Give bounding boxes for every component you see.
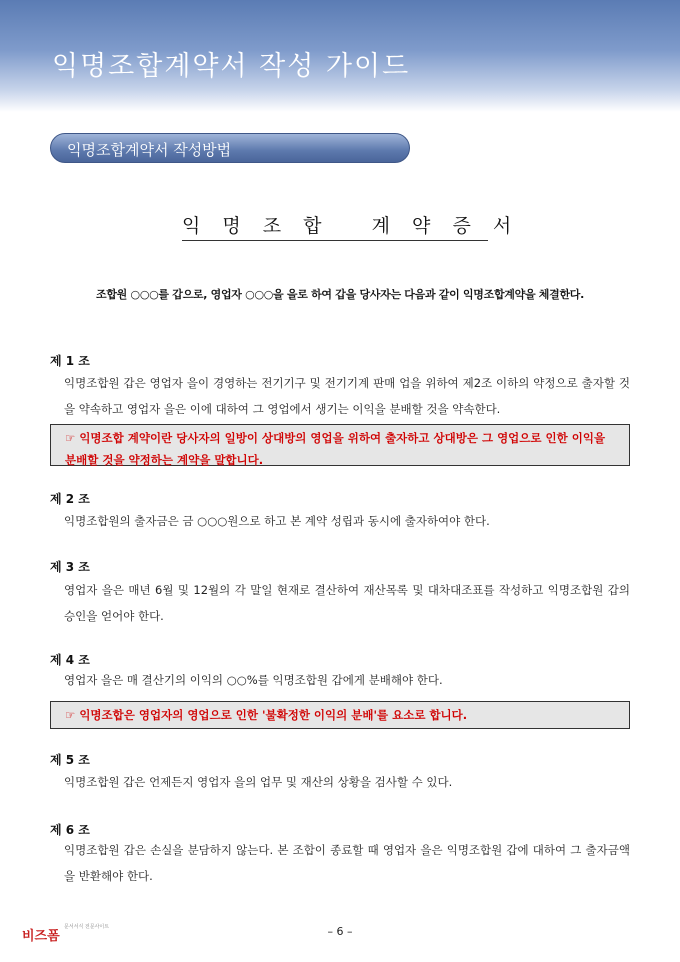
title-underline — [182, 240, 488, 241]
page-header-banner — [0, 0, 680, 112]
note-1-text: 익명조합 계약이란 당사자의 일방이 상대방의 영업을 위하여 출자하고 상대방은 그 영업으로 인한 이익을 분배할 것을 약정하는 계약을 말합니다. — [65, 431, 606, 467]
article-6-heading: 제 6 조 — [50, 823, 90, 837]
article-6-body: 익명조합원 갑은 손실을 분담하지 않는다. 본 조합이 종료할 때 영업자 을은 익명조합원 갑에 대하여 그 출자금액을 반환해야 한다. — [64, 843, 630, 883]
bizforms-logo: 비즈폼 — [22, 929, 60, 944]
article-4-heading: 제 4 조 — [50, 653, 90, 667]
article-5-body: 익명조합원 갑은 언제든지 영업자 을의 업무 및 재산의 상황을 검사할 수 있다. — [64, 775, 453, 789]
page-number: – 6 – — [327, 925, 353, 938]
article-1-heading: 제 1 조 — [50, 354, 90, 368]
page-title: 익명조합계약서 작성 가이드 — [52, 51, 411, 82]
article-1-body: 익명조합원 갑은 영업자 을이 경영하는 전기기구 및 전기기계 판매 업을 위하여 제2조 이하의 약정으로 출자할 것을 약속하고 영업자 을은 이에 대하여 그 영업에서 생기는 이익을 분배할 것을 약속한다. — [64, 376, 630, 416]
pointing-hand-icon: ☞ — [65, 708, 76, 722]
contract-title: 익 명 조 합 계 약 증 서 — [182, 215, 520, 237]
note-box-1 — [50, 424, 630, 466]
article-3-body: 영업자 을은 매년 6월 및 12월의 각 말일 현재로 결산하여 재산목록 및 대차대조표를 작성하고 익명조합원 갑의 승인을 얻어야 한다. — [64, 583, 630, 623]
section-heading-label: 익명조합계약서 작성방법 — [67, 141, 232, 159]
note-2-text: 익명조합은 영업자의 영업으로 인한 '불확정한 이익의 분배'를 요소로 합니다. — [79, 708, 468, 722]
note-box-2 — [50, 701, 630, 729]
contract-intro: 조합원 ○○○를 갑으로, 영업자 ○○○을 을로 하여 갑을 당사자는 다음과 같이 익명조합계약을 체결한다. — [96, 288, 584, 301]
article-3-heading: 제 3 조 — [50, 560, 90, 574]
article-2-body: 익명조합원의 출자금은 금 ○○○원으로 하고 본 계약 성립과 동시에 출자하여야 한다. — [64, 514, 490, 528]
section-heading — [50, 133, 410, 163]
logo-tagline: 문서서식 전문사이트 — [64, 924, 110, 930]
article-4-body: 영업자 을은 매 결산기의 이익의 ○○%를 익명조합원 갑에게 분배해야 한다. — [64, 673, 443, 687]
article-2-heading: 제 2 조 — [50, 492, 90, 506]
article-5-heading: 제 5 조 — [50, 753, 90, 767]
pointing-hand-icon: ☞ — [65, 431, 76, 445]
